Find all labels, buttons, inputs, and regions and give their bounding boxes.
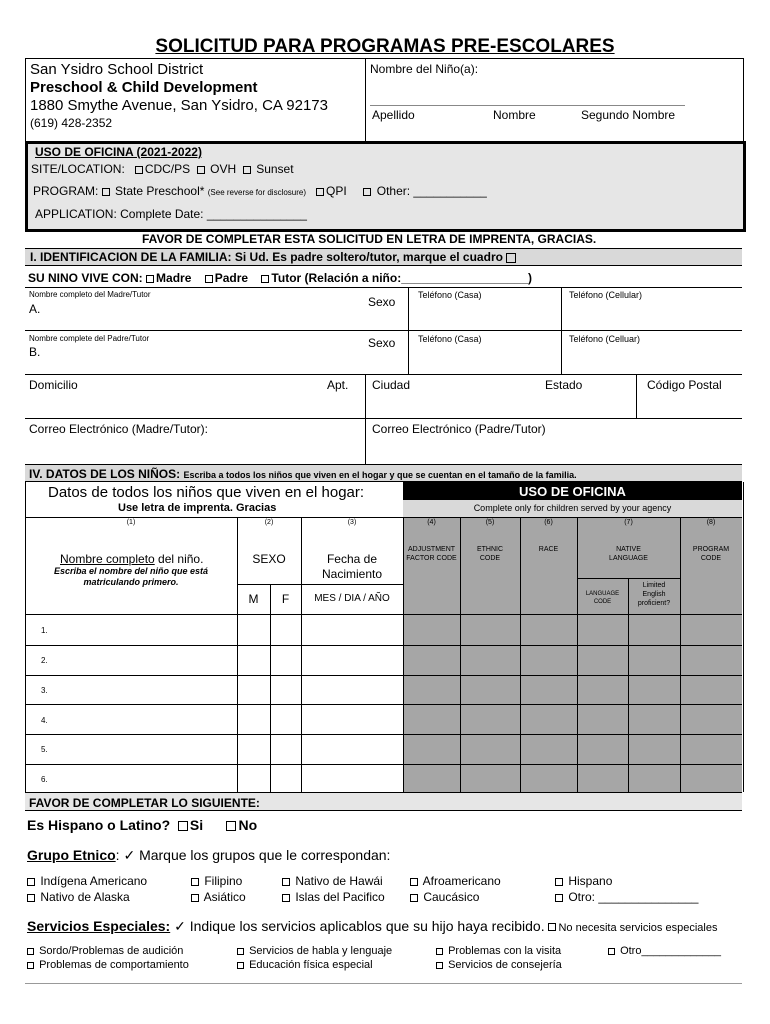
col-num-7: (7)	[624, 519, 633, 526]
race-header: RACE	[538, 546, 559, 553]
hispanic-row	[27, 817, 257, 833]
row-num-2: 2.	[41, 656, 48, 665]
serv-opt-1: Sordo/Problemas de audición	[27, 945, 183, 957]
office-use-label: USO DE OFICINA	[519, 484, 626, 499]
sexo-label-a: Sexo	[368, 295, 396, 309]
grupo-row	[27, 847, 390, 864]
section1-title: I. IDENTIFICACION DE LA FAMILIA: Si Ud. Es padre soltero/tutor, marque el cuadro	[30, 250, 518, 264]
servicios-instructions: ✓ Indique los servicios aplicablos que su hijo haya recibido.	[170, 918, 545, 934]
del-nino: del niño.	[154, 552, 204, 566]
child-name-header	[60, 552, 203, 566]
mdy-header: MES / DIA / AÑO	[314, 593, 390, 604]
serv-opt-7: Otro_____________	[608, 945, 721, 957]
grupo-etnico-label: Grupo Etnico	[27, 847, 116, 863]
father-b: B.	[29, 345, 41, 359]
row-num-3: 3.	[41, 686, 48, 695]
use-print-label: Use letra de imprenta. Gracias	[118, 502, 277, 514]
checkbox[interactable]	[178, 821, 188, 831]
father-name-field[interactable]	[45, 344, 355, 370]
row-num-6: 6.	[41, 775, 48, 784]
checkbox[interactable]	[316, 188, 324, 196]
limited-english-1: Limited	[642, 582, 666, 589]
eth-opt-3: Filipino	[191, 874, 242, 888]
lives-with-label: SU NINO VIVE CON:	[28, 271, 143, 285]
tutor-label: Tutor (Relación a niño:___________________)	[271, 271, 532, 285]
email-father-label: Correo Electrónico (Padre/Tutor)	[372, 422, 546, 436]
si-label: Si	[189, 817, 204, 833]
section4-title-row	[29, 467, 577, 481]
checkbox[interactable]	[282, 878, 290, 886]
district-phone: (619) 428-2352	[30, 116, 113, 130]
row-num-1: 1.	[41, 626, 48, 635]
datos-label: Datos de todos los niños que viven en el hogar:	[48, 484, 365, 501]
checkbox[interactable]	[27, 948, 34, 955]
serv-opt-2: Problemas de comportamiento	[27, 959, 189, 971]
mother-name-label: Nombre completo del Madre/Tutor	[29, 290, 151, 299]
language-code-header-1: LANGUAGE	[585, 591, 620, 597]
eth-opt-2: Nativo de Alaska	[27, 890, 130, 904]
program-code-header-1: PROGRAM	[692, 546, 730, 553]
checkbox[interactable]	[226, 821, 236, 831]
checkbox[interactable]	[205, 275, 213, 283]
checkbox[interactable]	[237, 948, 244, 955]
site-opt-cdc: CDC/PS	[144, 162, 191, 176]
eth-opt-10: Otro: _______________	[555, 890, 698, 904]
program-label: PROGRAM:	[33, 184, 99, 198]
section4-subtitle: Escriba a todos los niños que viven en el hogar y que se cuentan en el tamaño de la familia.	[183, 470, 577, 480]
program-name: Preschool & Child Development	[30, 79, 258, 96]
apellido-label: Apellido	[372, 108, 415, 122]
padre-label: Padre	[214, 271, 249, 285]
nombre-completo: Nombre completo	[60, 552, 155, 566]
col-num-6: (6)	[544, 519, 553, 526]
child-note-1: Escriba el nombre del niño que está	[53, 566, 209, 576]
father-name-label: Nombre complete del Padre/Tutor	[29, 334, 150, 343]
email-mother-label: Correo Electrónico (Madre/Tutor):	[29, 422, 208, 436]
checkbox[interactable]	[282, 894, 290, 902]
checkbox[interactable]	[191, 878, 199, 886]
no-label: No	[238, 817, 258, 833]
sexo-m: M	[248, 592, 259, 606]
apt-label: Apt.	[327, 378, 349, 392]
adjustment-header-1: ADJUSTMENT	[407, 546, 456, 553]
site-label: SITE/LOCATION:	[31, 162, 125, 176]
eth-opt-4: Asiático	[191, 890, 246, 904]
serv-opt-6: Servicios de consejería	[436, 959, 562, 971]
office-use-title: USO DE OFICINA (2021-2022)	[35, 145, 202, 159]
col-num-5: (5)	[485, 519, 495, 526]
row-num-5: 5.	[41, 745, 48, 754]
district-name: San Ysidro School District	[30, 61, 204, 78]
tel-cel-label-b: Teléfono (Celluar)	[569, 334, 641, 344]
language-code-header-2: CODE	[593, 599, 612, 605]
mother-a: A.	[29, 302, 41, 316]
col-num-3: (3)	[347, 519, 357, 526]
adjustment-header-2: FACTOR CODE	[406, 555, 457, 562]
bottom-rule	[25, 983, 742, 984]
program-code-header-2: CODE	[700, 555, 722, 562]
qpi-label: QPI	[326, 184, 347, 198]
col-num-4: (4)	[427, 519, 436, 526]
site-opt-sunset: Sunset	[256, 162, 294, 176]
checkbox[interactable]	[555, 894, 563, 902]
tel-casa-label-a: Teléfono (Casa)	[418, 290, 482, 300]
checkbox[interactable]	[146, 275, 154, 283]
eth-opt-1: Indígena Americano	[27, 874, 147, 888]
other-label: Other: ___________	[376, 184, 487, 198]
grupo-instructions: : ✓ Marque los grupos que le correspondan:	[115, 847, 391, 863]
sexo-label-b: Sexo	[368, 336, 396, 350]
eth-opt-8: Caucásico	[410, 890, 479, 904]
checkbox[interactable]	[237, 962, 244, 969]
state-note: (See reverse for disclosure)	[207, 188, 307, 197]
checkbox[interactable]	[243, 166, 251, 174]
codigo-label: Código Postal	[647, 378, 722, 392]
child-name-field[interactable]	[370, 80, 685, 106]
checkbox[interactable]	[548, 923, 556, 931]
col-num-1: (1)	[126, 519, 136, 526]
ciudad-label: Ciudad	[372, 378, 411, 392]
col-num-2: (2)	[264, 519, 274, 526]
mother-name-field[interactable]	[45, 300, 355, 326]
checkbox[interactable]	[135, 166, 143, 174]
checkbox[interactable]	[197, 166, 205, 174]
native-header-2: LANGUAGE	[609, 555, 648, 562]
checkbox[interactable]	[261, 275, 269, 283]
sexo-header: SEXO	[252, 552, 286, 566]
limited-english-3: proficient?	[637, 600, 671, 607]
serv-opt-4: Educación física especial	[237, 959, 373, 971]
child-name-label: Nombre del Niño(a):	[370, 62, 479, 76]
checkbox[interactable]	[410, 878, 418, 886]
limited-english-2: English	[642, 591, 666, 598]
tel-cel-label-a: Teléfono (Cellular)	[569, 290, 643, 300]
checkbox[interactable]	[27, 894, 35, 902]
no-necesita-label: No necesita servicios especiales	[558, 922, 718, 934]
fecha-header-2: Nacimiento	[321, 567, 383, 581]
child-note-2: matriculando primero.	[83, 577, 179, 587]
site-opt-ovh: OVH	[210, 162, 237, 176]
estado-label: Estado	[545, 378, 583, 392]
checkbox[interactable]	[436, 962, 443, 969]
hispanic-question: Es Hispano o Latino?	[27, 817, 171, 833]
print-notice: FAVOR DE COMPLETAR ESTA SOLICITUD EN LETRA DE IMPRENTA, GRACIAS.	[142, 232, 597, 246]
page-title: SOLICITUD PARA PROGRAMAS PRE-ESCOLARES	[155, 36, 615, 57]
serv-opt-5: Problemas con la visita	[436, 945, 561, 957]
eth-opt-9: Hispano	[555, 874, 612, 888]
ethnic-header-1: ETHNIC	[476, 546, 504, 553]
section4-title: IV. DATOS DE LOS NIÑOS:	[29, 467, 181, 481]
checkbox[interactable]	[555, 878, 563, 886]
site-location-row	[31, 162, 294, 176]
program-row	[33, 184, 487, 198]
eth-opt-6: Islas del Pacifico	[282, 890, 385, 904]
servicios-row	[27, 918, 717, 935]
checkbox[interactable]	[27, 878, 35, 886]
tel-casa-label-b: Teléfono (Casa)	[418, 334, 482, 344]
madre-label: Madre	[156, 271, 192, 285]
application-row: APPLICATION: Complete Date: _______________	[35, 207, 307, 221]
servicios-label: Servicios Especiales:	[27, 918, 171, 934]
state-preschool: State Preschool*	[115, 184, 205, 198]
checkbox[interactable]	[363, 188, 371, 196]
nombre-label: Nombre	[493, 108, 536, 122]
checkbox[interactable]	[102, 188, 110, 196]
native-header-1: NATIVE	[616, 546, 641, 553]
col-num-8: (8)	[706, 519, 716, 526]
checkbox[interactable]	[436, 948, 443, 955]
checkbox[interactable]	[410, 894, 418, 902]
checkbox[interactable]	[27, 962, 34, 969]
eth-opt-7: Afroamericano	[410, 874, 501, 888]
row-num-4: 4.	[41, 716, 48, 725]
lives-with-row	[28, 271, 532, 285]
segundo-nombre-label: Segundo Nombre	[581, 108, 676, 122]
sexo-f: F	[281, 592, 290, 606]
office-note: Complete only for children served by your agency	[473, 503, 672, 513]
complete-title: FAVOR DE COMPLETAR LO SIGUIENTE:	[29, 796, 260, 810]
checkbox[interactable]	[191, 894, 199, 902]
ethnic-header-2: CODE	[479, 555, 501, 562]
district-address: 1880 Smythe Avenue, San Ysidro, CA 92173	[30, 97, 328, 114]
fecha-header-1: Fecha de	[326, 552, 378, 566]
checkbox[interactable]	[506, 253, 516, 263]
eth-opt-5: Nativo de Hawái	[282, 874, 383, 888]
serv-opt-3: Servicios de habla y lenguaje	[237, 945, 392, 957]
domicilio-label: Domicilio	[29, 378, 78, 392]
checkbox[interactable]	[608, 948, 615, 955]
